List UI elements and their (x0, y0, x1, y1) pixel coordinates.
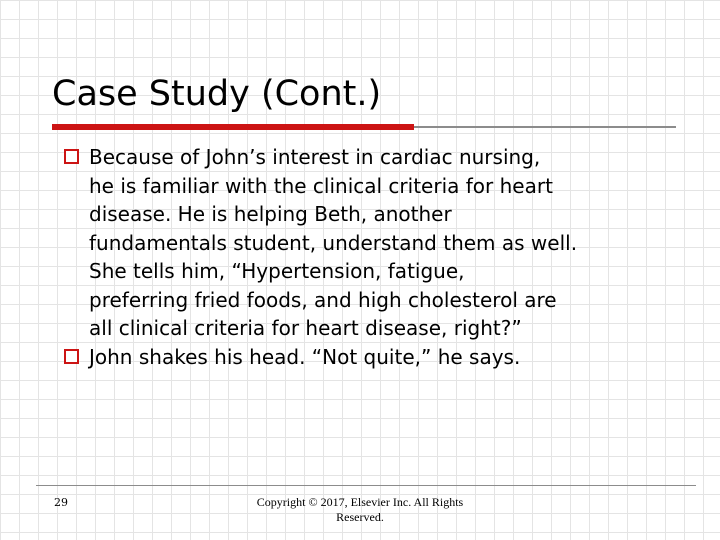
bullet-item (64, 143, 694, 343)
slide-title: Case Study (Cont.) (52, 74, 382, 114)
bullet-text: Because of John’s interest in cardiac nursing, he is familiar with the clinical criteria for heart disease. He is helping Beth, another fundamentals student, understand them as well. She tells him, “Hypertension, fatigue, preferring fried foods, and high cholesterol are all clinical criteria for heart disease, right?” (89, 145, 578, 340)
copyright-notice: Copyright © 2017, Elsevier Inc. All Rights Reserved. (256, 495, 464, 524)
title-underline-accent (52, 124, 414, 130)
page-number: 29 (54, 496, 68, 509)
bullet-text: John shakes his head. “Not quite,” he says. (89, 344, 521, 369)
hollow-square-bullet-icon (64, 149, 79, 164)
bullet-item (64, 343, 694, 372)
title-underline-rule (414, 126, 676, 128)
bullet-list (64, 143, 694, 371)
hollow-square-bullet-icon (64, 349, 79, 364)
footer-divider (36, 485, 696, 486)
